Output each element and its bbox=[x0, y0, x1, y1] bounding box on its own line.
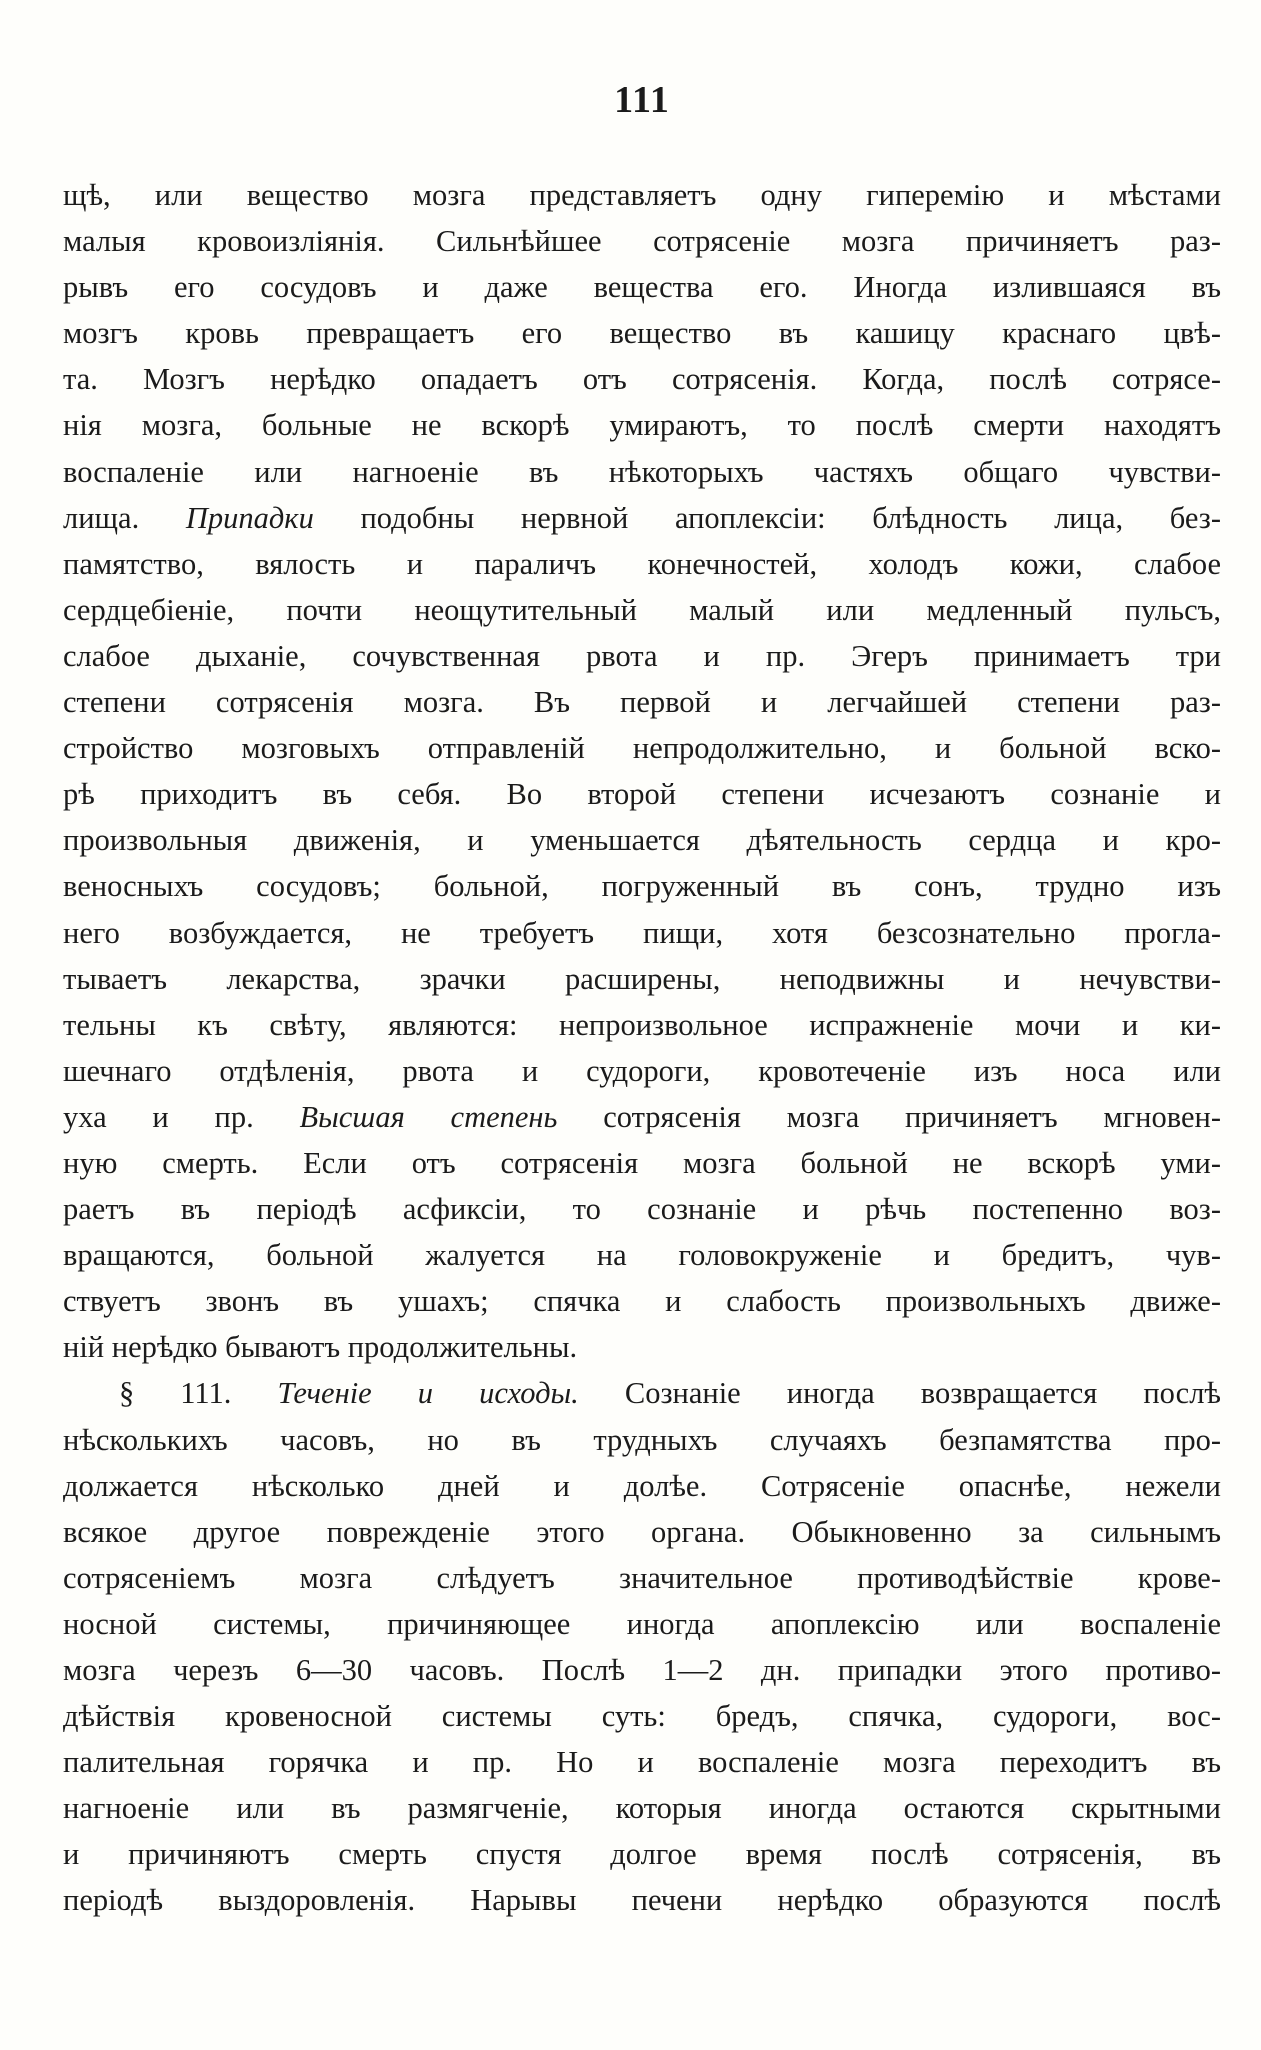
text-line: степени сотрясенія мозга. Въ первой и легчайшей степени раз- bbox=[63, 685, 1221, 720]
text-fragment: сотрясенія мозга причиняетъ мгновен- bbox=[557, 1099, 1221, 1134]
italic-term-symptoms: Припадки bbox=[185, 500, 314, 535]
text-line: и причиняютъ смерть спустя долгое время послѣ сотрясенія, въ bbox=[63, 1837, 1221, 1872]
text-line: сотрясеніемъ мозга слѣдуетъ значительное противодѣйствіе крове- bbox=[63, 1560, 1221, 1595]
text-line: носной системы, причиняющее иногда апоплексію или воспаленіе bbox=[63, 1606, 1221, 1641]
text-line: рѣ приходитъ въ себя. Во второй степени исчезаютъ сознаніе и bbox=[63, 777, 1221, 812]
text-line: мозга черезъ 6—30 часовъ. Послѣ 1—2 дн. припадки этого противо- bbox=[63, 1653, 1221, 1687]
text-line: стройство мозговыхъ отправленій непродолжительно, и больной вско- bbox=[63, 731, 1221, 766]
text-line: слабое дыханіе, сочувственная рвота и пр. Эгеръ принимаетъ три bbox=[63, 638, 1221, 673]
paragraph-course-outcomes bbox=[63, 1370, 1221, 1923]
text-line: ствуетъ звонъ въ ушахъ; спячка и слабость произвольныхъ движе- bbox=[63, 1284, 1221, 1319]
text-line: та. Мозгъ нерѣдко опадаетъ отъ сотрясенія. Когда, послѣ сотрясе- bbox=[63, 362, 1221, 397]
text-line-highest-degree bbox=[63, 1094, 1221, 1140]
text-line: шечнаго отдѣленія, рвота и судороги, кровотеченіе изъ носа или bbox=[63, 1053, 1221, 1088]
text-line: ную смерть. Если отъ сотрясенія мозга больной не вскорѣ уми- bbox=[63, 1145, 1221, 1180]
text-line: ній нерѣдко бываютъ продолжительны. bbox=[63, 1330, 578, 1365]
text-line: памятство, вялость и параличъ конечностей, холодъ кожи, слабое bbox=[63, 546, 1221, 581]
text-line: періодѣ выздоровленія. Нарывы печени нерѣдко образуются послѣ bbox=[63, 1883, 1221, 1918]
paragraph-concussion-anatomy bbox=[63, 172, 1221, 1370]
text-line: тываетъ лекарства, зрачки расширены, неподвижны и нечувстви- bbox=[63, 961, 1221, 996]
text-line: малыя кровоизліянія. Сильнѣйшее сотрясеніе мозга причиняетъ раз- bbox=[63, 224, 1221, 259]
text-line: воспаленіе или нагноеніе въ нѣкоторыхъ частяхъ общаго чувстви- bbox=[63, 454, 1221, 489]
italic-term-highest-degree: Высшая степень bbox=[299, 1099, 558, 1134]
text-fragment: лища. bbox=[63, 500, 186, 535]
text-line: должается нѣсколько дней и долѣе. Сотрясеніе опаснѣе, нежели bbox=[63, 1468, 1221, 1503]
text-line: палительная горячка и пр. Но и воспаленіе мозга переходитъ въ bbox=[63, 1745, 1221, 1780]
text-fragment: подобны нервной апоплексіи: блѣдность лица, без- bbox=[313, 500, 1221, 535]
text-fragment: уха и пр. bbox=[63, 1099, 300, 1134]
text-line: него возбуждается, не требуетъ пищи, хотя безсознательно прогла- bbox=[63, 915, 1221, 950]
text-line: рывъ его сосудовъ и даже вещества его. Иногда излившаяся въ bbox=[63, 270, 1221, 305]
text-line-symptoms bbox=[63, 495, 1221, 541]
text-line: всякое другое поврежденіе этого органа. Обыкновенно за сильнымъ bbox=[63, 1514, 1221, 1549]
text-line: раетъ въ періодѣ асфиксіи, то сознаніе и рѣчь постепенно воз- bbox=[63, 1192, 1221, 1227]
text-line: веносныхъ сосудовъ; больной, погруженный въ сонъ, трудно изъ bbox=[63, 869, 1221, 904]
text-fragment: Сознаніе иногда возвращается послѣ bbox=[578, 1376, 1221, 1411]
text-line: дѣйствія кровеносной системы суть: бредъ, спячка, судороги, вос- bbox=[63, 1699, 1221, 1734]
section-number: § 111. bbox=[119, 1376, 232, 1411]
text-line: нагноеніе или въ размягченіе, которыя иногда остаются скрытными bbox=[63, 1791, 1221, 1826]
text-line: щѣ, или вещество мозга представляетъ одну гиперемію и мѣстами bbox=[63, 178, 1221, 212]
text-line: произвольныя движенія, и уменьшается дѣятельность сердца и кро- bbox=[63, 823, 1221, 858]
text-line: нѣсколькихъ часовъ, но въ трудныхъ случаяхъ безпамятства про- bbox=[63, 1422, 1221, 1457]
page-number: 111 bbox=[614, 79, 670, 121]
text-line: тельны къ свѣту, являются: непроизвольное испражненіе мочи и ки- bbox=[63, 1007, 1221, 1042]
text-line: сердцебіеніе, почти неощутительный малый или медленный пульсъ, bbox=[63, 592, 1221, 627]
section-heading-line bbox=[63, 1370, 1221, 1416]
text-line: мозгъ кровь превращаетъ его вещество въ кашицу краснаго цвѣ- bbox=[63, 316, 1221, 351]
text-line: нія мозга, больные не вскорѣ умираютъ, то послѣ смерти находятъ bbox=[63, 408, 1221, 443]
text-line: вращаются, больной жалуется на головокруженіе и бредитъ, чув- bbox=[63, 1238, 1221, 1273]
section-heading: Теченіе и исходы. bbox=[277, 1376, 579, 1411]
